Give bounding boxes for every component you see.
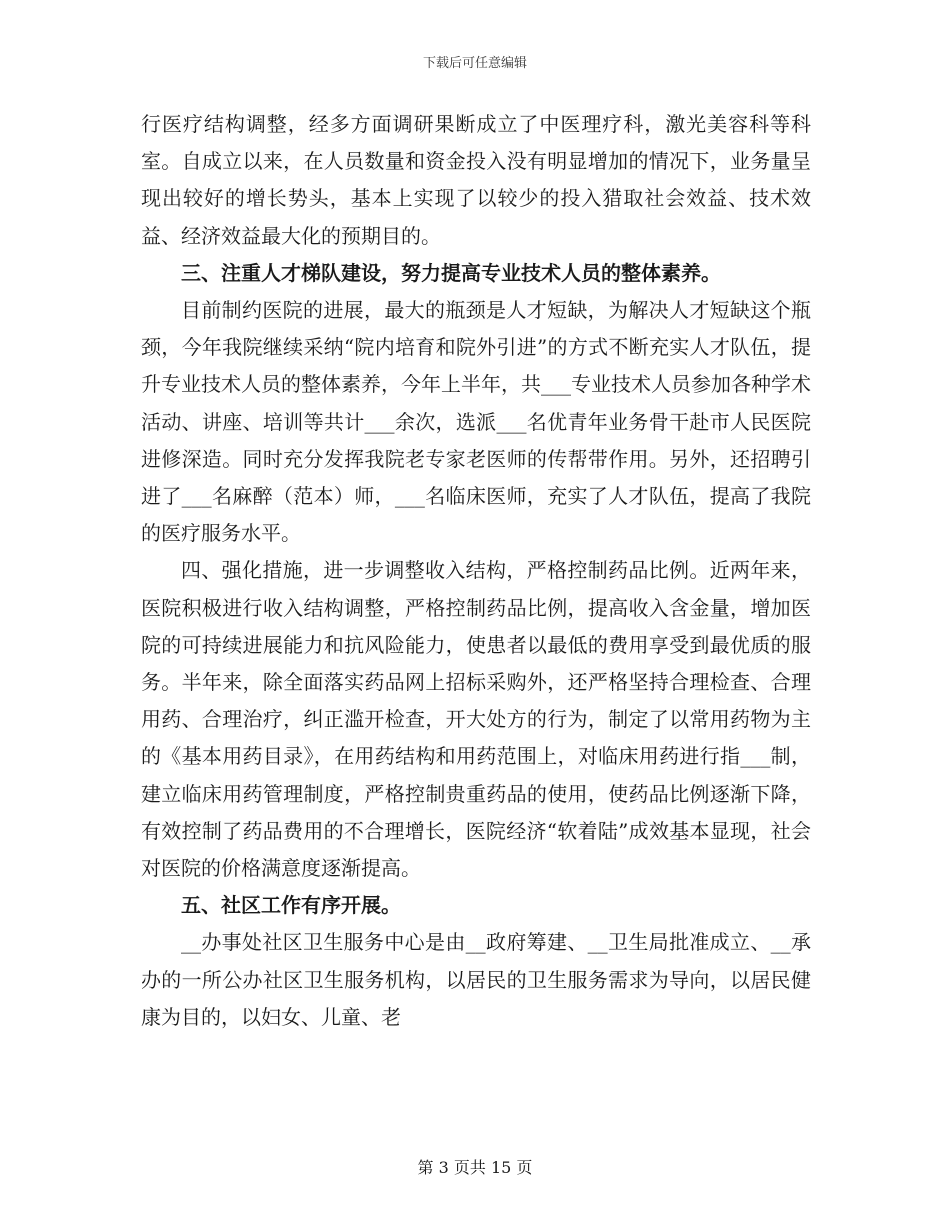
section-heading-community: 五、社区工作有序开展。 xyxy=(181,893,401,918)
section-heading-talent: 三、注重人才梯队建设，努力提高专业技术人员的整体素养。 xyxy=(181,260,721,285)
paragraph-medical-structure: 行医疗结构调整，经多方面调研果断成立了中医理疗科，激光美容科等科室。自成立以来，在人员数量和资金投入没有明显增加的情况下，业务量呈现出较好的增长势头，基本上实现了以较少的投入猎取社会效益、技术效益、经济效益最大化的预期目的。 xyxy=(141,112,811,248)
document-body xyxy=(141,106,811,1036)
paragraph-income-structure: 四、强化措施，进一步调整收入结构，严格控制药品比例。近两年来，医院积极进行收入结构调整，严格控制药品比例，提高收入含金量，增加医院的可持续进展能力和抗风险能力，使患者以最低的费用享受到最优质的服务。半年来，除全面落实药品网上招标采购外，还严格坚持合理检查、合理用药、合理治疗，纠正滥开检查，开大处方的行为，制定了以常用药物为主的《基本用药目录》，在用药结构和用药范围上，对临床用药进行指___制，建立临床用药管理制度，严格控制贵重药品的使用，使药品比例逐渐下降，有效控制了药品费用的不合理增长，医院经济“软着陆”成效基本显现，社会对医院的价格满意度逐渐提高。 xyxy=(141,558,811,881)
paragraph-community: __办事处社区卫生服务中心是由__政府筹建、__卫生局批准成立、__承办的一所公办社区卫生服务机构，以居民的卫生服务需求为导向，以居民健康为目的，以妇女、儿童、老 xyxy=(141,930,811,1029)
paragraph-talent: 目前制约医院的进展，最大的瓶颈是人才短缺，为解决人才短缺这个瓶颈，今年我院继续采纳“院内培育和院外引进”的方式不断充实人才队伍，提升专业技术人员的整体素养，今年上半年，共___专业技术人员参加各种学术活动、讲座、培训等共计___余次，选派___名优青年业务骨干赴市人民医院进修深造。同时充分发挥我院老专家老医师的传帮带作用。另外，还招聘引进了___名麻醉（范本）师，___名临床医师，充实了人才队伍，提高了我院的医疗服务水平。 xyxy=(141,298,811,546)
page-number: 第 3 页共 15 页 xyxy=(417,1158,533,1177)
page-header-note: 下载后可任意编辑 xyxy=(422,56,527,71)
